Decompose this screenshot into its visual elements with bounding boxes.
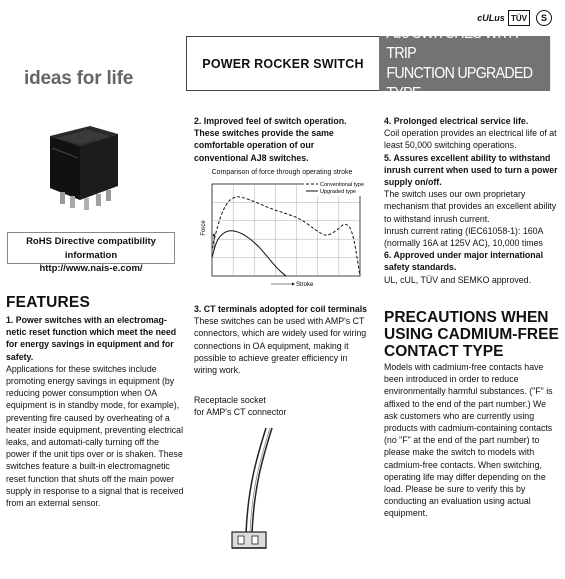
feature-6-heading: 6. Approved under major international safety standards. bbox=[384, 250, 544, 273]
page-title: POWER ROCKER SWITCH bbox=[186, 36, 379, 91]
feature-3 bbox=[194, 303, 369, 376]
subtitle-line-1: AJ8 SWITCHES WITH TRIP bbox=[386, 24, 519, 62]
rohs-text: RoHS Directive compatibility information bbox=[26, 236, 156, 261]
series-line-upgraded bbox=[212, 231, 286, 276]
feature-2-heading: 2. Improved feel of switch operation. These switches provide the same comfortable operation of our conventional AJ8 switches. bbox=[194, 116, 347, 163]
rohs-info-box bbox=[7, 232, 175, 274]
rocker-switch-image bbox=[40, 118, 128, 218]
socket-caption bbox=[194, 394, 369, 418]
legend-upgraded: Upgraded type bbox=[320, 189, 357, 195]
socket-caption-line-2: for AMP's CT connector bbox=[194, 407, 287, 418]
rohs-url-link[interactable]: http://www.nais-e.com/ bbox=[39, 263, 143, 274]
feature-5-rating: Inrush current rating (IEC61058-1): 160A (normally 16A at 125V AC), 10,000 times bbox=[384, 225, 543, 249]
features-heading: FEATURES bbox=[6, 294, 90, 311]
receptacle-socket-image bbox=[218, 424, 288, 564]
x-axis-label: Stroke bbox=[296, 282, 314, 288]
socket-caption-line-1: Receptacle socket bbox=[194, 395, 266, 405]
feature-1 bbox=[6, 314, 184, 509]
legend-conventional: Conventional type bbox=[320, 182, 365, 188]
precautions-heading: PRECAUTIONS WHEN USING CADMIUM-FREE CONTACT TYPE bbox=[384, 309, 559, 360]
feature-4-body: Coil operation provides an electrical life of at least 50,000 switching operations. bbox=[384, 128, 557, 151]
force-stroke-chart bbox=[196, 176, 368, 288]
chart-title: Comparison of force through operating stroke bbox=[211, 169, 353, 176]
feature-5-heading: 5. Assures excellent ability to withstand inrush current when used to turn a power supply on/off. bbox=[384, 152, 558, 188]
features-4-to-6 bbox=[384, 115, 562, 286]
feature-3-body: These switches can be used with AMP's CT connectors, which are widely used for wiring connections in OA equipment, making it possible to achieve greater efficiency in wiring work. bbox=[194, 316, 367, 376]
precautions-body: Models with cadmium-free contacts have been introduced in order to reduce environmentally harmful substances. ("F" is affixed to the end of the part number.) We ask customers who are currently using products with cadmium-containing contacts (no "F" at the end of the part number) to please make the switch to models with cadmium-free contacts. When switching, operating life may differ depending on the load. Please be sure to verify this by conducting an evaluation using actual equipment. bbox=[384, 362, 553, 519]
feature-4-heading: 4. Prolonged electrical service life. bbox=[384, 116, 529, 126]
tuv-mark-icon: TÜV bbox=[508, 10, 530, 26]
series-line-conventional bbox=[212, 197, 360, 276]
feature-5-body: The switch uses our own proprietary mechanism that provides an excellent ability to withstand inrush current. bbox=[384, 189, 557, 224]
semko-mark-icon: S bbox=[536, 10, 552, 26]
feature-3-heading: 3. CT terminals adopted for coil terminals bbox=[194, 304, 368, 314]
header-banner bbox=[186, 24, 565, 102]
subtitle-line-2: FUNCTION UPGRADED TYPE bbox=[386, 64, 533, 102]
feature-6-body: UL, cUL, TÜV and SEMKO approved. bbox=[384, 274, 532, 285]
chart-series bbox=[212, 197, 360, 276]
product-subtitle bbox=[379, 24, 550, 102]
brand-tagline: ideas for life bbox=[24, 68, 134, 89]
ul-mark-icon: cULus bbox=[477, 13, 505, 23]
feature-1-heading: 1. Power switches with an electromag-netic reset function which meet the need for energy savings in equipment and for safety. bbox=[6, 315, 177, 362]
y-axis-label: Force bbox=[201, 220, 207, 236]
y-axis-arrowhead-icon bbox=[213, 233, 216, 236]
feature-1-body: Applications for these switches include promoting energy savings in equipment (by reducing power consumption when OA equipment is in standby mode, for example), preventing fire caused by overheating of a heater inside equipment, preventing electrical leaks, and automati-cally turning off the power if the unit tips over or is shaken. These switches feature a built-in electromagnetic reset function that shuts off the main power supply in response to a signal that is received from an external sensor. bbox=[6, 363, 184, 509]
x-axis-arrowhead-icon bbox=[292, 283, 295, 286]
